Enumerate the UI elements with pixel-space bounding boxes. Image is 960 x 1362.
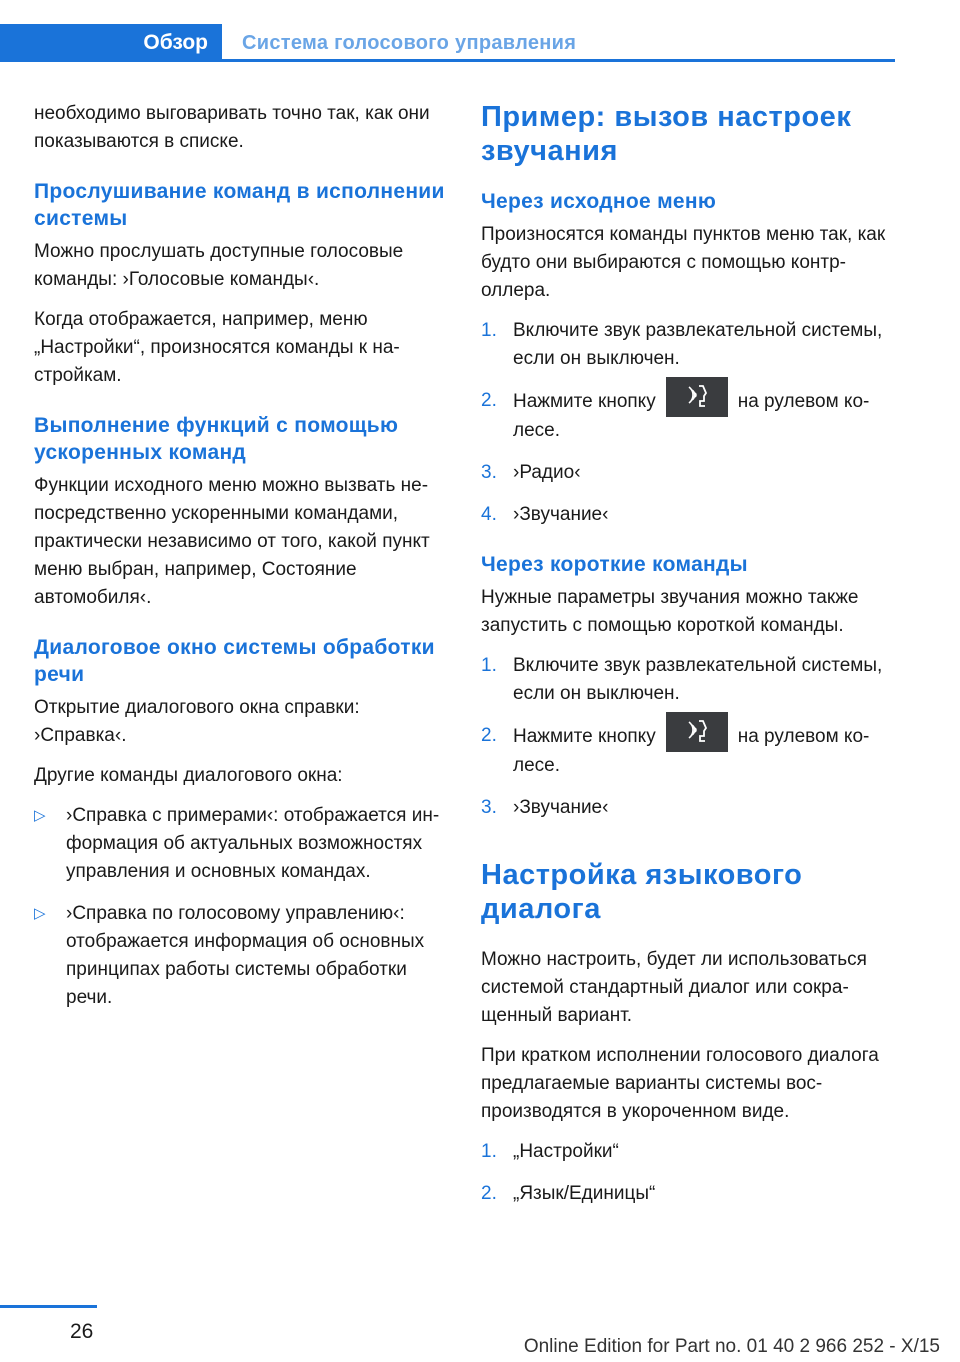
heading-via-main-menu: Через исходное меню <box>481 190 717 213</box>
footer-rule <box>0 1305 97 1308</box>
heading-shortcut-commands: Выполнение функций с помощью ускоренных команд <box>34 414 399 464</box>
intro-paragraph: необходимо выговаривать точно так, как они показываются в списке. <box>34 103 430 152</box>
paragraph: Другие команды диалогового окна: <box>34 765 343 786</box>
heading-dialog-window: Диалоговое окно системы обработки речи <box>34 636 435 686</box>
bullet-list <box>34 802 454 1012</box>
steps-list <box>481 1138 901 1208</box>
paragraph: Функции исходного меню можно вызвать непосредственно ускоренными командами, практически независимо от того, какой пункт меню выбран, например, Состояние автомобиля‹. <box>34 475 430 608</box>
page-number: 26 <box>70 1320 94 1343</box>
heading-via-short-commands: Через короткие команды <box>481 553 748 576</box>
list-item: 4. ›Звучание‹ <box>481 504 609 525</box>
list-item: 1. Включите звук развлекательной системы, если он выключен. <box>481 655 883 704</box>
list-item: 2. „Язык/Единицы“ <box>481 1183 656 1204</box>
list-item: 3. ›Звучание‹ <box>481 797 609 818</box>
edition-label: Online Edition for Part no. 01 40 2 966 252 - X/15 <box>523 1336 940 1357</box>
paragraph: Можно настроить, будет ли использоваться системой стандартный диалог или сокращенный вариант. <box>481 949 867 1026</box>
list-item: 2. Нажмите кнопку на рулевом колесе. <box>481 387 901 445</box>
list-item: 2. Нажмите кнопку на рулевом колесе. <box>481 722 901 780</box>
paragraph: Когда отображается, например, меню „Настройки“, произносятся команды к настройкам. <box>34 309 400 386</box>
steps-list <box>481 317 901 529</box>
right-column <box>481 100 901 1222</box>
header-rule <box>222 59 895 62</box>
left-column <box>34 100 454 1026</box>
section-title: Система голосового управления <box>242 32 577 54</box>
list-item: 1. Включите звук развлекательной системы, если он выключен. <box>481 320 883 369</box>
tab-overview[interactable]: Обзор <box>0 24 222 62</box>
list-item: 3. ›Радио‹ <box>481 462 581 483</box>
heading-listen-commands: Прослушивание команд в исполнении системы <box>34 180 445 230</box>
paragraph: Произносятся команды пунктов меню так, как будто они выбираются с помощью контроллера. <box>481 224 886 301</box>
list-item: 1. „Настройки“ <box>481 1141 619 1162</box>
triangle-bullet-icon: ▷ <box>34 807 46 824</box>
paragraph: Можно прослушать доступные голосовые команды: ›Голосовые команды‹. <box>34 241 404 290</box>
page-header <box>0 24 895 62</box>
paragraph: Нужные параметры звучания можно также запустить с помощью короткой команды. <box>481 587 859 636</box>
heading-language-dialog: Настройка языкового диалога <box>481 859 803 925</box>
paragraph: Открытие диалогового окна справки: ›Справка‹. <box>34 697 360 746</box>
steps-list <box>481 652 901 822</box>
triangle-bullet-icon: ▷ <box>34 905 46 922</box>
heading-example-sound: Пример: вызов настроек звучания <box>481 101 852 167</box>
voice-command-icon <box>666 712 728 752</box>
list-item: ▷ ›Справка с примерами‹: отображается информация об актуальных возможностях управления и основных командах. <box>34 802 454 886</box>
paragraph: При кратком исполнении голосового диалога предлагаемые варианты системы воспроизводятся в укороченном виде. <box>481 1045 879 1122</box>
list-item: ▷ ›Справка по голосовому управлению‹: отображается информация об основных принципах работы системы обработки речи. <box>34 900 454 1012</box>
voice-command-icon <box>666 377 728 417</box>
